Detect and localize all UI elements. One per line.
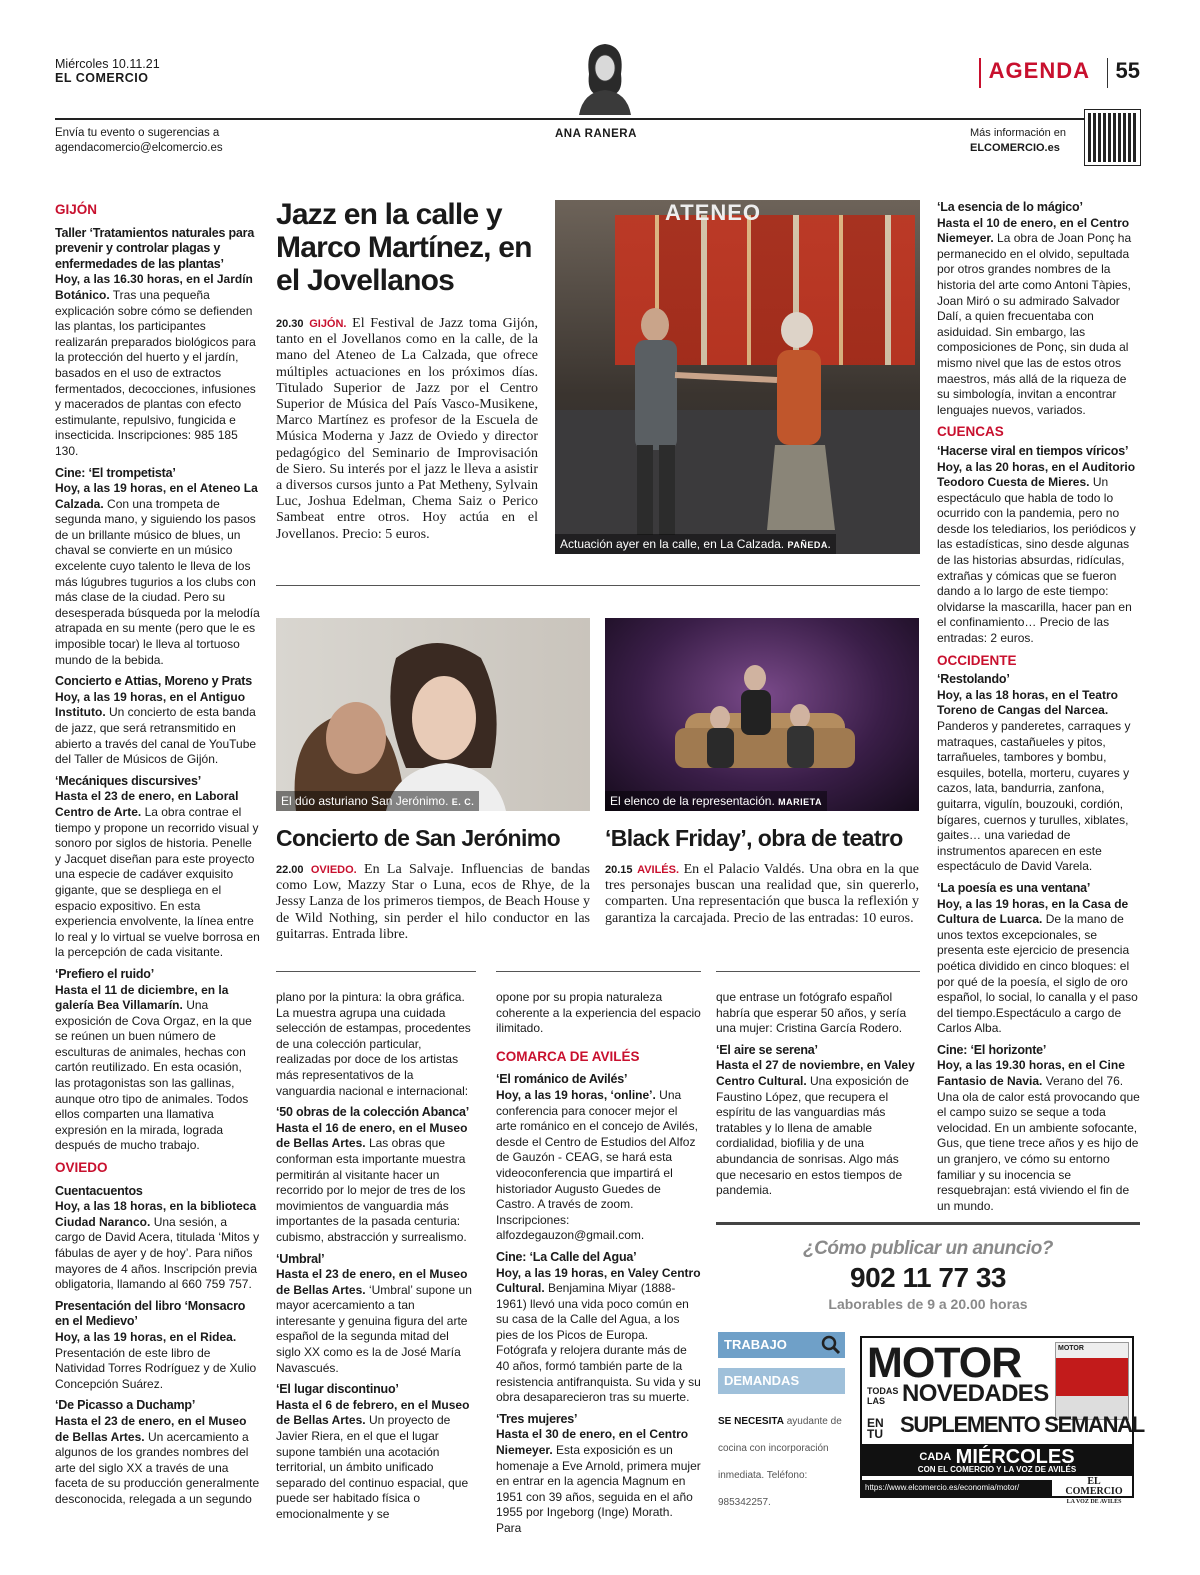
event-body: Esta exposición es un homenaje a Eve Arnold, primera mujer en entrar en la agencia Magnum en 1951 con 39 años, seguida en el año 1955 por Ingeborg (Inge) Morath. Para bbox=[496, 1443, 701, 1535]
ateneo-sign: ATENEO bbox=[665, 200, 762, 225]
submit-email-link[interactable]: agendacomercio@elcomercio.es bbox=[55, 142, 223, 154]
event-title: Cuentacuentos bbox=[55, 1183, 143, 1198]
feature-place: GIJÓN. bbox=[309, 318, 347, 330]
divider bbox=[716, 971, 920, 972]
event-body: Panderos y panderetes, carraques y matraques, castañueles y pitos, tarrañueles, tambores y bombu, esquiles, botella, morteru, cuyares y cazos, lata, bandurria, zanfona, guitarra, vigulín, bouzouki, cordión, bígares, cuernos y turulles, xiblates, gaites… una variedad de instrumentos aparecen en este espectáculo de David Varela. bbox=[937, 719, 1131, 874]
caption-text: El dúo asturiano San Jerónimo. bbox=[281, 794, 449, 808]
event-when: Hoy, a las 19 horas, en el Ateneo La Calzada. bbox=[55, 481, 258, 511]
motor-title: MOTOR bbox=[867, 1339, 1022, 1387]
event-text bbox=[55, 1330, 260, 1392]
column-aviles bbox=[496, 990, 701, 1537]
divider bbox=[496, 971, 701, 972]
event-body: Tras una pequeña explicación sobre cómo se defienden las plantas, los participantes realizarán preparados biológicos para la protección del huerto y el jardín, basados en el uso de extractos fermentados, decocciones, infusiones y macerados de plantas con efecto estimulante, repulsivo, fungicida e insecticida. Inscripciones: 985 185 130. bbox=[55, 287, 256, 458]
event-text bbox=[55, 789, 260, 961]
event-title: ‘Restolando’ bbox=[937, 672, 1010, 687]
continued-text: opone por su propia naturaleza coherente a la experiencia del espacio ilimitado. bbox=[496, 990, 701, 1036]
demandas-label: DEMANDAS bbox=[718, 1368, 845, 1394]
event-text bbox=[55, 690, 260, 768]
event-body: Con una trompeta de segunda mano, y siguiendo los pasos de un brillante músico de blues, un chaval se convierte en un músico excelente cuyo talento le lleva de los más lúgubres tugurios a los clubs con más clase de la ciudad. Pero su desesperada búsqueda por la melodía atrapada en su mente (pero que le es imposible tocar) le lleva al tortuoso mundo de la bebida. bbox=[55, 496, 260, 667]
event-title: ‘Umbral’ bbox=[276, 1251, 325, 1266]
event-title: Taller ‘Tratamientos naturales para prevenir y controlar plagas y enfermedades de las plantas’ bbox=[55, 225, 255, 271]
story-text: En La Salvaje. Influencias de bandas como Low, Mazzy Star o Luna, ecos de Rhye, de la Jessy Lanza de los primeros tiempos, de Beach House y de Wild Nothing, sin perder el hilo conductor en las guitarras. Entrada libre. bbox=[276, 862, 591, 942]
feature-photo-caption bbox=[555, 534, 836, 554]
event-when: Hasta el 23 de enero, en el Museo de Bellas Artes. bbox=[276, 1267, 468, 1297]
todas-las bbox=[867, 1386, 898, 1406]
classified-ad bbox=[718, 1408, 845, 1516]
classified-lead: SE NECESITA bbox=[718, 1416, 784, 1427]
page-number: 55 bbox=[1107, 58, 1140, 88]
black-friday-body bbox=[605, 862, 919, 927]
logo-sub: LA VOZ DE AVILÉS bbox=[1066, 1499, 1122, 1505]
feature-headline: Jazz en la calle y Marco Martínez, en el Jovellanos bbox=[276, 198, 532, 297]
event-text bbox=[937, 688, 1140, 875]
event-title: ‘La esencia de lo mágico’ bbox=[937, 200, 1083, 214]
column-gijon-oviedo bbox=[55, 200, 260, 1508]
las-text: LAS bbox=[867, 1396, 885, 1406]
event-title: ‘El románico de Avilés’ bbox=[496, 1072, 628, 1087]
event-when: Hoy, a las 18 horas, en el Teatro Toreno de Cangas del Narcea. bbox=[937, 687, 1118, 718]
event-text bbox=[276, 1121, 476, 1246]
section-cuencas: CUENCAS bbox=[937, 424, 1004, 440]
event-when: Hasta el 23 de enero, en Laboral Centro de Arte. bbox=[55, 789, 239, 819]
event-text bbox=[937, 897, 1140, 1037]
submit-event-note bbox=[55, 126, 223, 156]
event-text bbox=[937, 216, 1140, 419]
divider bbox=[276, 971, 476, 972]
event-when: Hasta el 23 de enero, en el Museo de Bellas Artes. bbox=[55, 1413, 247, 1444]
san-jeronimo-body bbox=[276, 862, 590, 943]
cada-miercoles-band bbox=[862, 1444, 1132, 1476]
suplemento-semanal: SUPLEMENTO SEMANAL bbox=[900, 1412, 1144, 1437]
section-comarca-aviles: COMARCA DE AVILÉS bbox=[496, 1048, 640, 1064]
cada-text: CADA bbox=[919, 1451, 952, 1463]
event-text bbox=[55, 481, 260, 668]
event-text bbox=[55, 983, 260, 1155]
novedades: NOVEDADES bbox=[902, 1380, 1049, 1407]
event-body: Una conferencia para conocer mejor el arte románico en el concejo de Avilés, desde el Centro de Estudios del Alfoz de Gauzón - CEAG, se hará esta videoconferencia que impartirá el historiador Augusto Guedes de Castro. A través de zoom. Inscripciones: alfozdegauzon@gmail.com. bbox=[496, 1087, 698, 1243]
section-gijon: GIJÓN bbox=[55, 202, 98, 217]
caption-credit: MARIETA bbox=[778, 797, 822, 807]
story-place: AVILÉS. bbox=[637, 864, 680, 876]
event-text bbox=[276, 1267, 476, 1376]
ad-phone[interactable]: 902 11 77 33 bbox=[850, 1262, 1006, 1293]
section-oviedo: OVIEDO bbox=[55, 1160, 108, 1176]
event-text bbox=[276, 1398, 476, 1523]
event-text bbox=[55, 1414, 260, 1508]
event-when: Hoy, a las 19 horas, en Valey Centro Cultural. bbox=[496, 1265, 701, 1296]
newspaper-name: EL COMERCIO bbox=[55, 71, 149, 85]
cast-on-sofa-icon bbox=[605, 618, 919, 811]
trabajo-label bbox=[718, 1332, 845, 1358]
san-jeronimo-headline: Concierto de San Jerónimo bbox=[276, 825, 561, 851]
con-text: CON EL COMERCIO Y LA VOZ DE AVILÉS bbox=[917, 1465, 1077, 1474]
event-when: Hoy, a las 20 horas, en el Auditorio Teodoro Cuesta de Mieres. bbox=[937, 459, 1136, 490]
event-title: Presentación del libro ‘Monsacro en el Medievo’ bbox=[55, 1298, 246, 1329]
event-text bbox=[937, 1058, 1140, 1214]
motor-url[interactable]: https://www.elcomercio.es/economia/motor/ bbox=[862, 1480, 1052, 1496]
event-when: Hasta el 11 de diciembre, en la galería Bea Villamarín. bbox=[55, 982, 229, 1013]
event-when: Hoy, a las 19.30 horas, en el Cine Fantasio de Navia. bbox=[937, 1058, 1125, 1089]
event-title: Cine: ‘La Calle del Agua’ bbox=[496, 1249, 637, 1264]
event-title: ‘La poesía es una ventana’ bbox=[937, 880, 1091, 895]
event-text bbox=[55, 272, 260, 459]
more-info-link[interactable]: ELCOMERCIO.es bbox=[970, 142, 1060, 154]
event-text bbox=[55, 1199, 260, 1293]
event-body: Presentación de este libro de Natividad Torres Rodríguez y de Xulio Concepción Suárez. bbox=[55, 1345, 257, 1391]
section-occidente: OCCIDENTE bbox=[937, 652, 1017, 668]
san-jeronimo-caption bbox=[276, 791, 479, 811]
event-body: La obra de Joan Ponç ha permanecido en el olvido, sepultada por otros grandes nombres de la historia del arte como Antoni Tàpies, Joan Miró o su admirado Salvador Dalí, a quien frecuentaba con asiduidad. Sin embargo, las composiciones de Ponç, sin duda al mismo nivel que las de estos otros maestros, más allá de la riqueza de su simbología, invitan a encontrar lenguajes nuevos, variados. bbox=[937, 231, 1132, 417]
author-name: ANA RANERA bbox=[555, 128, 637, 140]
event-when: Hoy, a las 19 horas, en el Antiguo Instituto. bbox=[55, 689, 246, 720]
caption-credit: PAÑEDA. bbox=[787, 540, 831, 550]
submit-line: Envía tu evento o sugerencias a bbox=[55, 127, 220, 139]
caption-text: El elenco de la representación. bbox=[610, 794, 775, 808]
event-body: ‘Umbral’ supone un mayor acercamiento a tan interesante y genuina figura del arte español de la segunda mitad del siglo XX como es la de José María Navascués. bbox=[276, 1282, 472, 1375]
event-body: Benjamina Miyar (1888-1961) llevó una vida poco común en su casa de la Calle del Agua, a los pies de los Picos de Europa. Fotógrafa y relojera durante más de 40 años, formó también parte de la resistencia antifranquista. Su vida y su obra desaparecieron tras su muerte. bbox=[496, 1281, 701, 1405]
event-body: Verano del 76. Una ola de calor está provocando que el campo suizo se seque a toda velocidad. En un ambiente sofocante, Gus, que tiene trece años y es hijo de un granjero, ve cómo su entorno familiar y su inocencia se resquebrajan: está viviendo el fin de un mundo. bbox=[937, 1074, 1140, 1213]
black-friday-photo bbox=[605, 618, 919, 811]
story-text: En el Palacio Valdés. Una obra en la que tres personajes buscan una realidad que, sin quererlo, comparten. Una representación que busca la reflexión y garantiza la carcajada. Precio de las entradas: 10 euros. bbox=[605, 862, 919, 926]
issue-date: Miércoles 10.11.21 bbox=[55, 57, 160, 71]
story-place: OVIEDO. bbox=[310, 864, 357, 876]
event-when: Hasta el 16 de enero, en el Museo de Bellas Artes. bbox=[276, 1120, 468, 1151]
divider bbox=[276, 585, 920, 586]
event-text bbox=[496, 1427, 701, 1536]
column-oviedo-cont bbox=[276, 990, 476, 1523]
feature-time: 20.30 bbox=[276, 318, 304, 330]
story-time: 20.15 bbox=[605, 864, 633, 876]
event-body: La obra contrae el tiempo y propone un recorrido visual y sonoro por siglos de historia. Penelle y Jacquet diseñan para este proyecto una especie de cadáver exquisito gigante, que se despliega en el espacio expositivo. En esta experiencia envolvente, la línea entre lo real y lo virtual se vuelve borrosa en la percepción de cada visitante. bbox=[55, 804, 260, 960]
motor-supplement-ad[interactable] bbox=[860, 1336, 1144, 1505]
black-friday-headline: ‘Black Friday’, obra de teatro bbox=[605, 825, 903, 851]
continued-text: que entrase un fotógrafo español habría que esperar 50 años, y sería una mujer: Cristina García Rodero. bbox=[716, 990, 907, 1036]
caption-text: Actuación ayer en la calle, en La Calzada. bbox=[560, 537, 785, 551]
feature-text: El Festival de Jazz toma Gijón, tanto en el Jovellanos como en la calle, de la mano del Ateneo de La Calzada, que ofrece múltiples actuaciones en los próximos días. Titulado Superior de Jazz por el Centro Superior de Música del País Vasco-Musikene, Marco Martínez es profesor de la Escuela de Música Moderna y Jazz de Oviedo y director pedagógico del Seminario de Improvisación de Siero. Su interés por el jazz le lleva a asistir a diversos cursos junto a Pat Metheny, Sylvain Luc, Joshua Edelman, Chema Saiz o Perico Sambeat entre otros. Hoy actúa en el Jovellanos. Precio: 5 euros. bbox=[276, 316, 538, 542]
event-body: Las obras que conforman esta importante muestra permitirán al visitante hacer un recorrido por lo mejor de tres de los movimientos de vanguardia más importantes de la pasada centuria: cubismo, abstracción y surrealismo. bbox=[276, 1136, 467, 1244]
black-friday-caption bbox=[605, 791, 827, 811]
event-body: Una sesión, a cargo de David Acera, titulada ‘Mitos y fábulas de ayer y de hoy’. Para niños mayores de 4 años. Inscripción previa obligatoria, llamando al 660 759 757. bbox=[55, 1214, 260, 1292]
cover-masthead: MOTOR bbox=[1058, 1345, 1084, 1352]
event-when: Hasta el 10 de enero, en el Centro Niemeyer. bbox=[937, 215, 1130, 246]
story-time: 22.00 bbox=[276, 864, 304, 876]
todas-text: TODAS bbox=[867, 1386, 899, 1396]
column-niemeyer-cuencas-occidente bbox=[937, 200, 1140, 1214]
event-text bbox=[716, 1058, 920, 1198]
event-body: Una exposición de Faustino López, que recupera el espíritu de las vanguardias más tratables y lo llena de amable cordialidad, biofilia y de una abundancia de sonrisas. Algo más que necesario en estos tiempos de pandemia. bbox=[716, 1073, 909, 1198]
event-when: Hoy, a las 19 horas, ‘online’. bbox=[496, 1087, 656, 1102]
event-text bbox=[496, 1266, 701, 1406]
event-body: De la mano de unos textos excepcionales, se presenta este ejercicio de presencia poética dividido en cinco bloques: el por qué de la poesía, el siglo de oro español, lo social, lo canalla y el paso del tiempo.Espectáculo a cargo de Carlos Alba. bbox=[937, 912, 1138, 1036]
event-body: Un concierto de esta banda de jazz, que será retransmitido en abierto a través del canal de YouTube del Taller de Músicos de Gijón. bbox=[55, 705, 257, 767]
event-body: Un proyecto de Javier Riera, en el que el lugar supone también una acotación territorial, un ámbito unificado separado del continuo espacial, que puede ser habitado física o emocionalmente y se bbox=[276, 1413, 469, 1521]
event-when: Hasta el 27 de noviembre, en Valey Centro Cultural. bbox=[716, 1058, 915, 1088]
en-tu: EN TU bbox=[867, 1416, 884, 1441]
event-title: ‘Prefiero el ruido’ bbox=[55, 966, 155, 981]
logo-text: EL COMERCIO bbox=[1065, 1476, 1123, 1497]
event-title: Cine: ‘El horizonte’ bbox=[937, 1042, 1047, 1057]
miercoles-text: MIÉRCOLES bbox=[955, 1446, 1075, 1468]
event-when: Hasta el 30 de enero, en el Centro Niemeyer. bbox=[496, 1427, 689, 1458]
trabajo-text: TRABAJO bbox=[724, 1337, 787, 1352]
duo-portrait-icon bbox=[276, 618, 590, 811]
el-comercio-logo bbox=[1058, 1477, 1130, 1507]
feature-body bbox=[276, 316, 538, 543]
event-body: Una exposición de Cova Orgaz, en la que se reúnen un buen número de esculturas de animales, hechas con cartón reutilizado. En esta ocasión, las protagonistas son las gallinas, aunque otro tipo de animales. Todos ellos comparten una llamativa expresión en la mirada, lograda después de mucho trabajo. bbox=[55, 998, 252, 1153]
event-when: Hoy, a las 19 horas, en el Ridea. bbox=[55, 1329, 237, 1344]
ads-rule bbox=[716, 1222, 1140, 1225]
event-when: Hoy, a las 18 horas, en la biblioteca Ciudad Naranco. bbox=[55, 1199, 257, 1229]
event-title: Concierto e Attias, Moreno y Prats bbox=[55, 674, 252, 689]
event-title: ‘Mecániques discursives’ bbox=[55, 773, 201, 788]
event-body: Un acercamiento a algunos de los grandes nombres del arte del siglo XX a través de una faceta de su producción generalmente desconocida, relegada a un segundo bbox=[55, 1429, 260, 1506]
event-title: Cine: ‘El trompetista’ bbox=[55, 465, 176, 480]
section-title: AGENDA bbox=[979, 58, 1090, 88]
column-aviles-cont bbox=[716, 990, 920, 1199]
event-title: ‘El aire se serena’ bbox=[716, 1042, 818, 1057]
header-rule bbox=[55, 118, 1140, 120]
san-jeronimo-photo bbox=[276, 618, 590, 811]
event-when: Hasta el 6 de febrero, en el Museo de Bellas Artes. bbox=[276, 1397, 470, 1428]
event-when: Hoy, a las 19 horas, en la Casa de Cultura de Luarca. bbox=[937, 896, 1129, 927]
author-portrait-icon bbox=[575, 40, 635, 115]
ad-hours: Laborables de 9 a 20.00 horas bbox=[828, 1296, 1028, 1312]
event-title: ‘Hacerse viral en tiempos víricos’ bbox=[937, 443, 1129, 458]
event-when: Hoy, a las 16.30 horas, en el Jardín Botánico. bbox=[55, 272, 253, 302]
event-title: ‘Tres mujeres’ bbox=[496, 1411, 578, 1426]
event-body: Un espectáculo que habla de todo lo ocurrido con la pandemia, pero no desde los telediarios, los periódicos y las estadísticas, sino desde algunas de las historias absurdas, ridículas, extrañas y cómicas que se fueron dando a lo largo de este tiempo: olvidarse la mascarilla, hacer pan en el confinamiento… Precio de las entradas: 2 euros. bbox=[937, 475, 1136, 646]
caption-credit: E. C. bbox=[451, 797, 475, 807]
ad-question: ¿Cómo publicar un anuncio? bbox=[803, 1238, 1053, 1259]
event-title: ‘50 obras de la colección Abanca’ bbox=[276, 1105, 470, 1120]
event-title: ‘De Picasso a Duchamp’ bbox=[55, 1398, 196, 1413]
event-text bbox=[937, 460, 1140, 647]
more-info-note bbox=[970, 126, 1066, 156]
more-info-line: Más información en bbox=[970, 127, 1066, 139]
dancers-icon bbox=[555, 200, 920, 554]
continued-text: plano por la pintura: la obra gráfica. La muestra agrupa una cuidada selección de estampas, procedentes de una colección particular, realizadas por doce de los artistas más representativos de la vanguardia nacional e internacional: bbox=[276, 990, 471, 1098]
search-icon bbox=[821, 1335, 841, 1355]
qr-code-icon[interactable] bbox=[1085, 110, 1140, 165]
event-text bbox=[496, 1088, 701, 1244]
classified-text: ayudante de cocina con incorporación inmediata. Teléfono: 985342257. bbox=[718, 1416, 842, 1508]
event-title: ‘El lugar discontinuo’ bbox=[276, 1382, 399, 1397]
supplement-cover-icon bbox=[1055, 1342, 1129, 1420]
feature-photo bbox=[555, 200, 920, 554]
